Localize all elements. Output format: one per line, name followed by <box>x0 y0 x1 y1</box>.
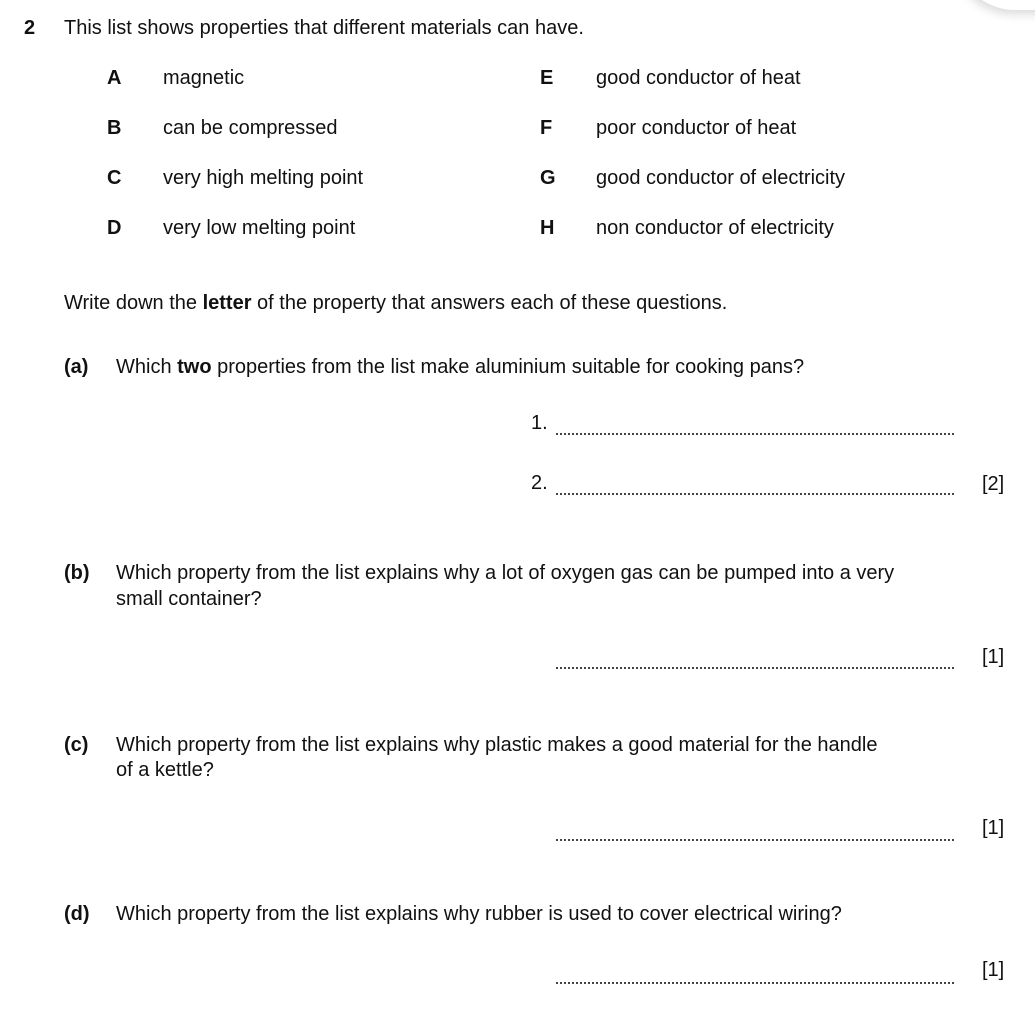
marks-a: [2] <box>982 473 1005 495</box>
part-c-label: (c) <box>64 734 89 756</box>
page-corner-shadow <box>955 0 1035 10</box>
part-d-label: (d) <box>64 903 90 925</box>
instruction-post: of the property that answers each of these questions. <box>251 292 728 314</box>
answer-line-a2[interactable] <box>556 491 954 495</box>
answer-line-a1[interactable] <box>556 431 954 435</box>
property-text: non conductor of electricity <box>596 217 834 239</box>
marks-c: [1] <box>982 817 1005 839</box>
property-text: very low melting point <box>163 217 356 239</box>
property-letter: B <box>107 117 122 139</box>
marks-d: [1] <box>982 959 1005 981</box>
property-text: very high melting point <box>163 167 364 189</box>
answer-line-c[interactable] <box>556 837 954 841</box>
part-b-label: (b) <box>64 562 90 584</box>
property-letter: A <box>107 67 122 89</box>
answer-2-label: 2. <box>531 472 548 494</box>
question-intro: This list shows properties that different materials can have. <box>64 17 584 39</box>
part-c-line1: Which property from the list explains why plastic makes a good material for the handle <box>116 734 878 756</box>
property-text: can be compressed <box>163 117 338 139</box>
part-a-question <box>116 355 804 379</box>
part-a-pre: Which <box>116 356 178 378</box>
property-letter: E <box>540 67 554 89</box>
instruction <box>64 291 727 315</box>
part-a-label: (a) <box>64 356 89 378</box>
part-c-line2: of a kettle? <box>116 759 214 781</box>
property-letter: D <box>107 217 122 239</box>
part-a-bold: two <box>177 356 212 378</box>
answer-line-d[interactable] <box>556 980 954 984</box>
part-b-line2: small container? <box>116 588 262 610</box>
part-b-line1: Which property from the list explains why a lot of oxygen gas can be pumped into a very <box>116 562 895 584</box>
property-text: good conductor of electricity <box>596 167 846 189</box>
answer-line-b[interactable] <box>556 665 954 669</box>
property-letter: F <box>540 117 553 139</box>
property-letter: G <box>540 167 556 189</box>
property-text: magnetic <box>163 67 245 89</box>
instruction-pre: Write down the <box>64 292 203 314</box>
instruction-bold: letter <box>202 292 252 314</box>
property-text: good conductor of heat <box>596 67 801 89</box>
question-number: 2 <box>24 17 36 39</box>
part-a-post: properties from the list make aluminium suitable for cooking pans? <box>211 356 805 378</box>
part-d-line1: Which property from the list explains why rubber is used to cover electrical wiring? <box>116 903 842 925</box>
answer-1-label: 1. <box>531 412 548 434</box>
property-letter: C <box>107 167 122 189</box>
marks-b: [1] <box>982 646 1005 668</box>
property-text: poor conductor of heat <box>596 117 797 139</box>
property-letter: H <box>540 217 555 239</box>
